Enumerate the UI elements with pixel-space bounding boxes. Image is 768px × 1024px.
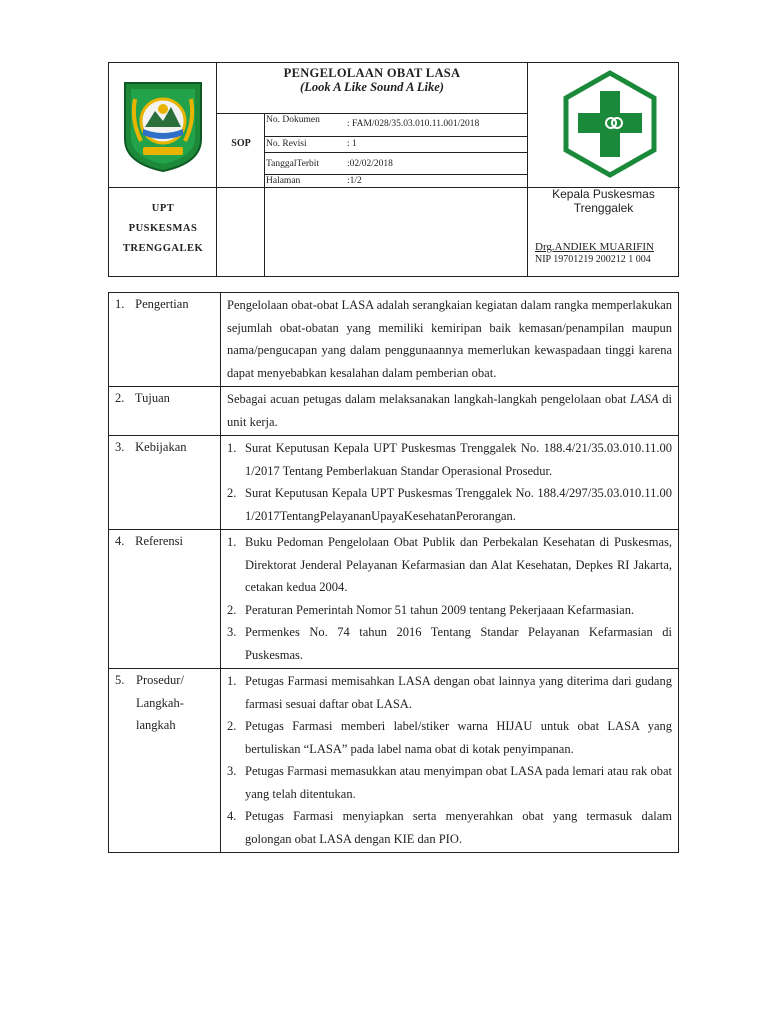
meta-value-halaman: :1/2 <box>347 176 362 186</box>
meta-key-tanggal: TanggalTerbit <box>266 159 320 169</box>
signer-title: Kepala Puskesmas Trenggalek <box>552 187 655 215</box>
regency-emblem-icon <box>121 77 205 173</box>
list-item: 2. Surat Keputusan Kepala UPT Puskesmas Trenggalek No. 188.4/297/35.03.010.11.001/2017TentangPelayananUpayaKesehatanPerorangan. <box>227 486 672 523</box>
table-row <box>109 436 679 530</box>
table-row <box>109 530 679 669</box>
meta-key-dokumen: No. Dokumen <box>266 115 320 125</box>
sop-label: SOP <box>231 138 251 149</box>
section-label: 2. Tujuan <box>109 387 221 436</box>
document-subtitle: (Look A Like Sound A Like) <box>300 80 444 94</box>
table-row <box>109 387 679 436</box>
meta-value-tanggal: :02/02/2018 <box>347 159 393 169</box>
list-item: 3. Permenkes No. 74 tahun 2016 Tentang Standar Pelayanan Kefarmasian di Puskesmas. <box>227 625 672 662</box>
list-item: 2. Peraturan Pemerintah Nomor 51 tahun 2009 tentang Pekerjaaan Kefarmasian. <box>227 602 635 617</box>
meta-key-halaman: Halaman <box>266 176 301 186</box>
meta-value-revisi: : 1 <box>347 139 357 149</box>
sop-header-table <box>108 62 679 277</box>
list-item: 3. Petugas Farmasi memasukkan atau menyimpan obat LASA pada lemari atau rak obat yang telah ditentukan. <box>227 764 672 801</box>
section-content <box>221 530 679 669</box>
section-content <box>221 669 679 853</box>
table-row <box>109 293 679 387</box>
list-item: 1. Buku Pedoman Pengelolaan Obat Publik dan Perbekalan Kesehatan di Puskesmas, Direktorat Jenderal Pelayanan Kefarmasian dan Alat Kesehatan, Depkes RI Jakarta, cetakan kedua 2004. <box>227 535 672 594</box>
section-label: 1. Pengertian <box>109 293 221 387</box>
meta-key-revisi: No. Revisi <box>266 139 307 149</box>
section-content <box>221 293 679 387</box>
meta-value-dokumen: : FAM/028/35.03.010.11.001/2018 <box>347 119 480 129</box>
list-item: 2. Petugas Farmasi memberi label/stiker warna HIJAU untuk obat LASA yang bertuliskan “LASA” pada label nama obat di kotak penyimpanan. <box>227 719 672 756</box>
section-label: 4. Referensi <box>109 530 221 669</box>
document-title-block <box>217 63 527 94</box>
organization-name: UPT PUSKESMAS TRENGGALEK <box>122 203 204 254</box>
list-item: 1. Surat Keputusan Kepala UPT Puskesmas Trenggalek No. 188.4/21/35.03.010.11.001/2017 Tentang Pemberlakuan Standar Operasional Prosedur. <box>227 441 672 478</box>
sop-content-table <box>108 292 679 853</box>
list-item: 1. Petugas Farmasi memisahkan LASA dengan obat lainnya yang diterima dari gudang farmasi sesuai daftar obat LASA. <box>227 674 672 711</box>
list-item: 4. Petugas Farmasi menyiapkan serta menyerahkan obat yang termasuk dalam golongan obat LASA dengan KIE dan PIO. <box>227 809 672 846</box>
document-title: PENGELOLAAN OBAT LASA <box>283 66 461 80</box>
purpose-text: Sebagai acuan petugas dalam melaksanakan langkah-langkah pengelolaan obat LASA di unit kerja. <box>227 392 672 429</box>
table-row <box>109 669 679 853</box>
signer-nip: NIP 19701219 200212 1 004 <box>535 254 651 265</box>
definition-text: Pengelolaan obat-obat LASA adalah serangkaian kegiatan dalam rangka memperlakukan sejumlah obat-obatan yang memiliki kemiripan baik kemasan/penampilan maupun nama/pengucapan yang dalam penggunaannya memerlukan kewaspadaan tinggi karena dapat menyebabkan kesalahan dalam pemberian obat. <box>227 298 672 380</box>
section-label: 3. Kebijakan <box>109 436 221 530</box>
signer-name: Drg.ANDIEK MUARIFIN <box>535 241 654 253</box>
puskesmas-logo-icon <box>562 69 658 179</box>
section-content <box>221 436 679 530</box>
section-content <box>221 387 679 436</box>
section-label: 5. Prosedur/ Langkah- langkah <box>109 669 221 853</box>
